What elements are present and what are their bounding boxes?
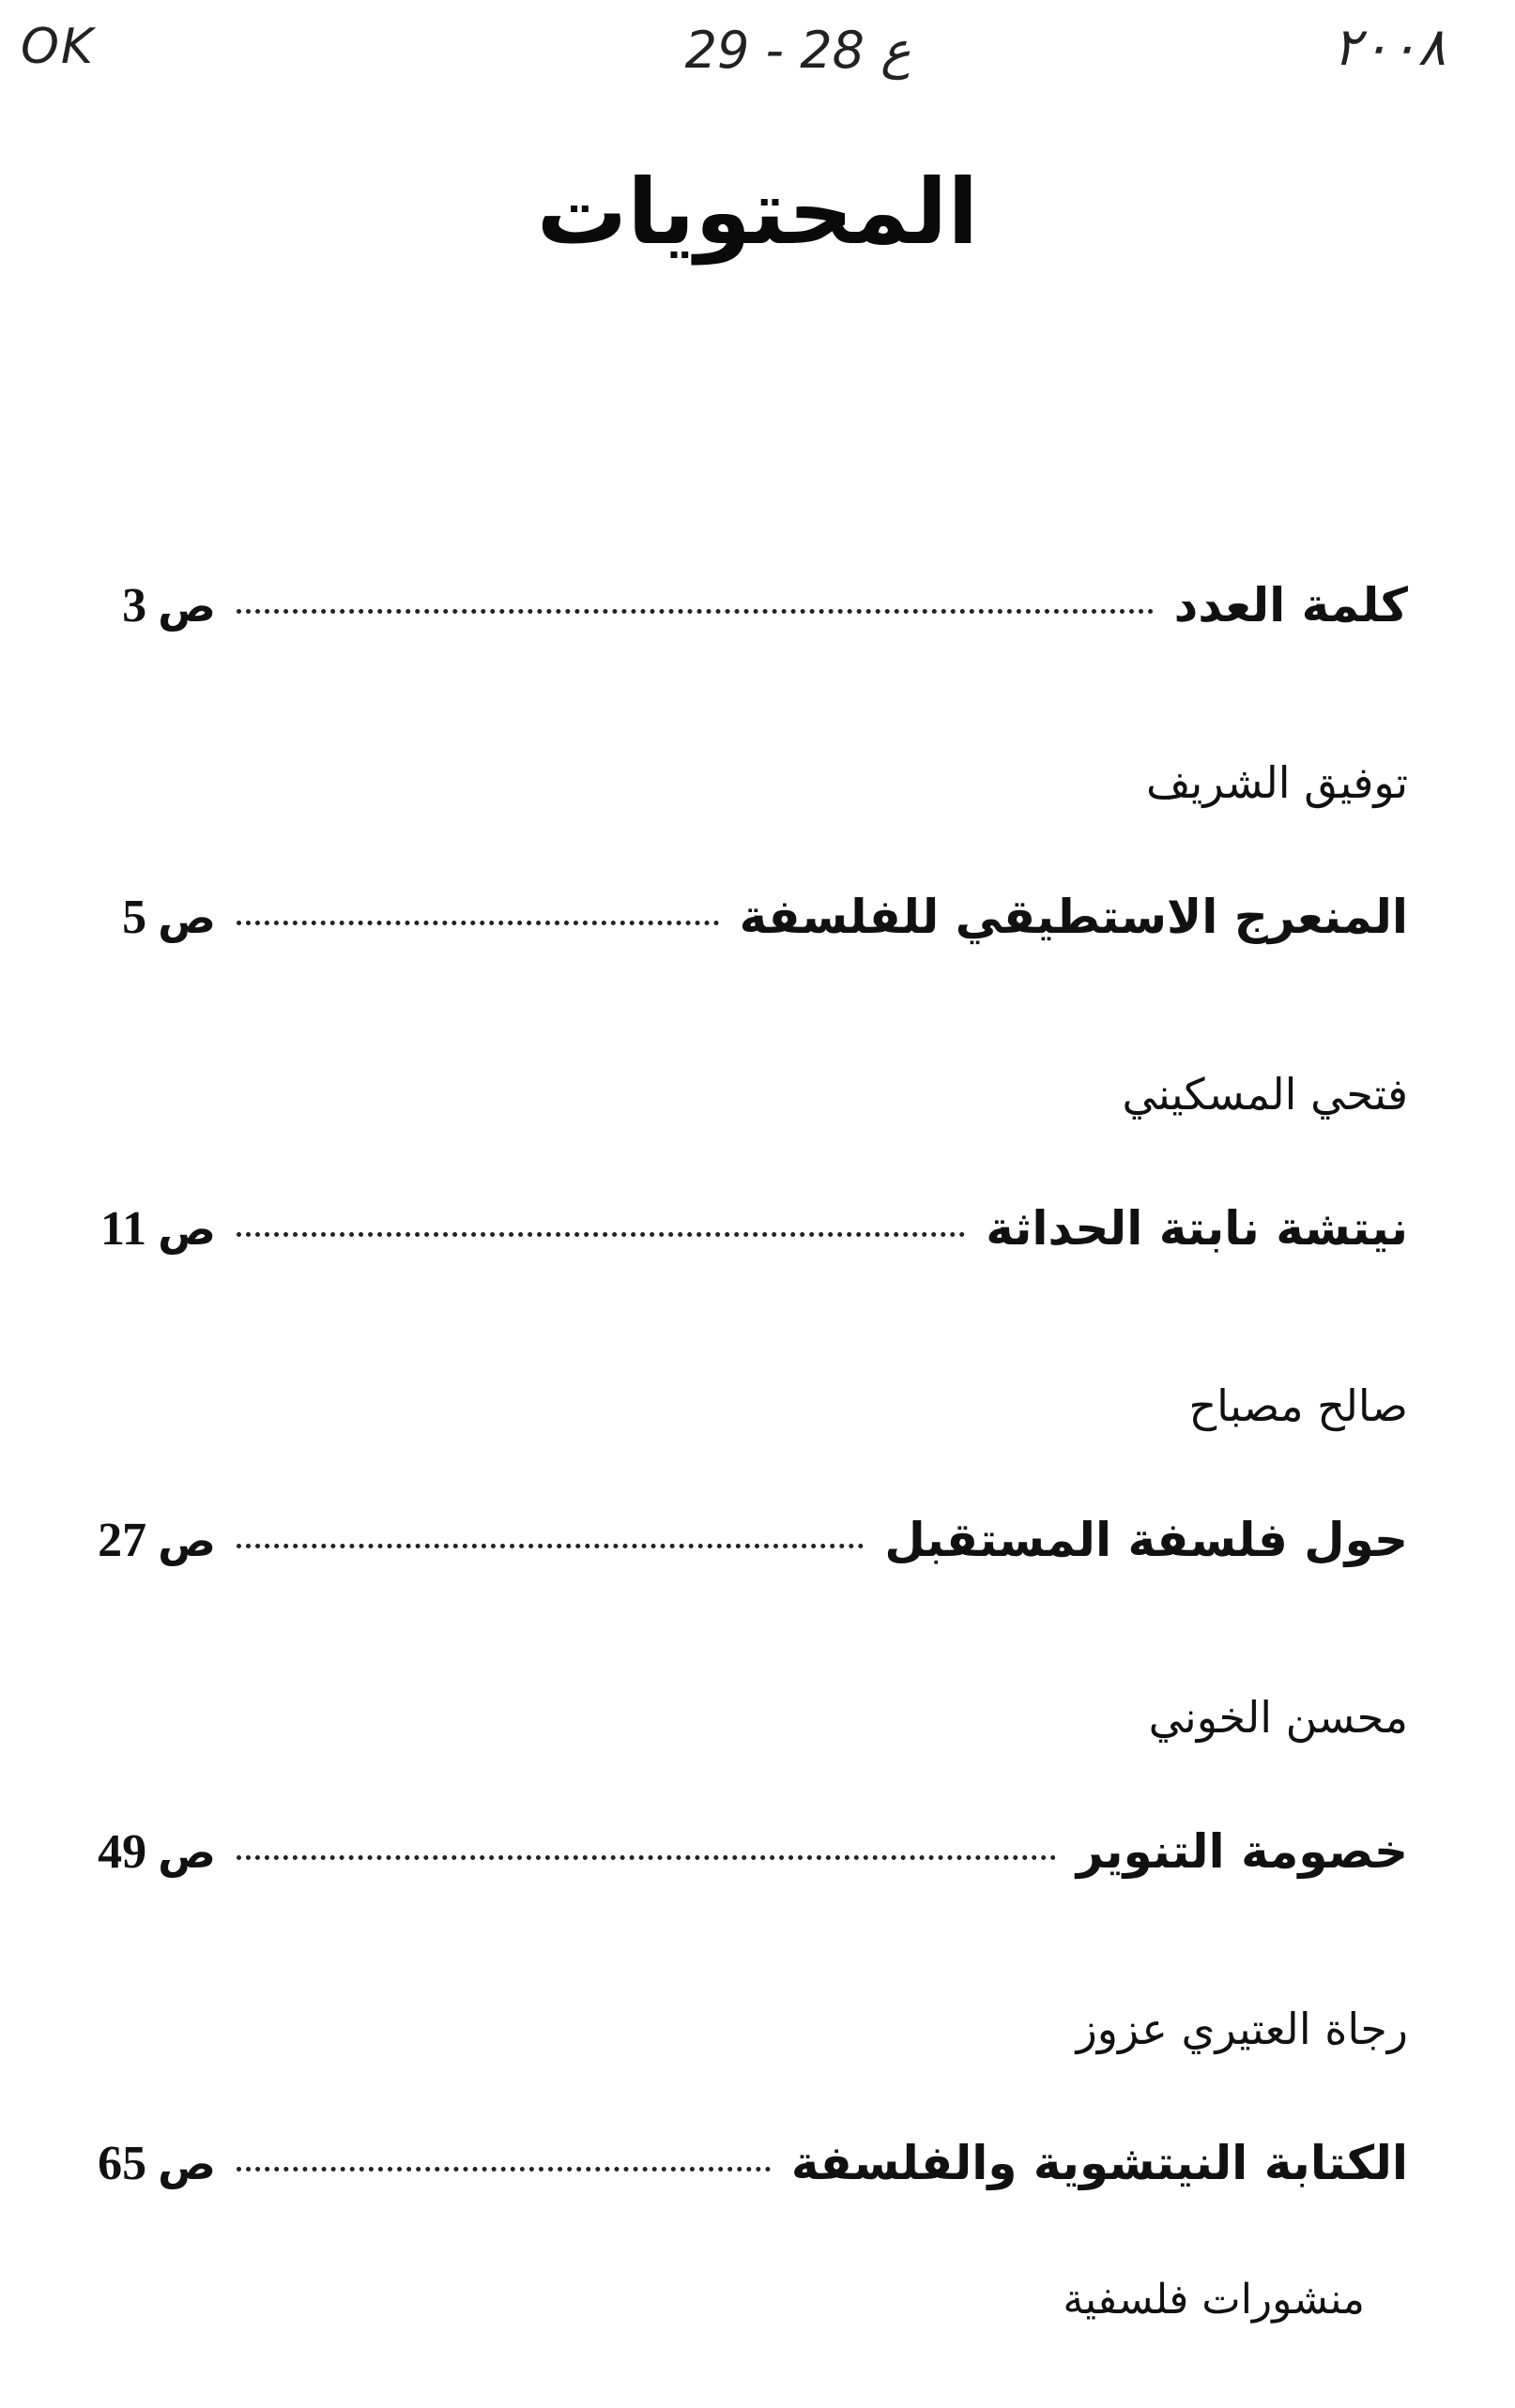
dot-leader xyxy=(237,609,1154,614)
toc-entry-title: خصومة التنوير xyxy=(1076,1824,1408,1879)
toc-entry-row xyxy=(75,875,1408,959)
handwritten-year-note: ٢٠٠٨ xyxy=(1333,17,1446,78)
toc-entry-row xyxy=(75,1186,1408,1271)
toc-entry-row xyxy=(75,563,1408,648)
toc-entry-title: المنعرج الاستطيقي للفلسفة xyxy=(739,890,1408,944)
page-number: 49 xyxy=(98,1825,147,1879)
table-of-contents xyxy=(75,563,1408,2205)
dot-leader xyxy=(237,1855,1056,1860)
page-number: 27 xyxy=(98,1514,147,1567)
toc-page-ref xyxy=(75,2122,216,2206)
dot-leader xyxy=(237,1232,965,1237)
page-label: ص xyxy=(158,1516,216,1566)
dot-leader xyxy=(237,2167,771,2172)
toc-page-ref xyxy=(75,1187,216,1272)
toc-entry-author: فتحي المسكيني xyxy=(1122,1069,1408,1120)
toc-entry-row xyxy=(75,1809,1408,1894)
toc-entry-row xyxy=(75,1498,1408,1582)
toc-entry xyxy=(75,1999,1408,2205)
toc-entry xyxy=(75,1376,1408,1582)
dot-leader xyxy=(237,921,719,925)
page-number: 11 xyxy=(99,1202,147,1256)
page-label: ص xyxy=(158,581,216,632)
toc-entry-title: الكتابة النيتشوية والفلسفة xyxy=(790,2136,1408,2190)
toc-page-ref xyxy=(75,876,216,960)
toc-entry-author: توفيق الشريف xyxy=(1145,757,1408,808)
page-label: ص xyxy=(158,2139,216,2189)
toc-entry-title: نيتشة نابتة الحداثة xyxy=(986,1201,1408,1256)
publisher-footer: منشورات فلسفية xyxy=(1063,2276,1365,2324)
toc-entry-author: رجاة العتيري عزوز xyxy=(1076,2004,1408,2054)
toc-page-ref xyxy=(75,564,216,648)
toc-entry xyxy=(75,1687,1408,1894)
toc-entry-row xyxy=(75,2121,1408,2205)
toc-page-ref xyxy=(75,1499,216,1583)
page-title: المحتويات xyxy=(536,160,979,265)
dot-leader xyxy=(237,1544,864,1548)
handwritten-issue-note: ع 28 - 29 xyxy=(684,21,911,80)
page-number: 65 xyxy=(98,2137,147,2190)
page-number: 5 xyxy=(122,891,147,944)
toc-page-ref xyxy=(75,1810,216,1895)
page-label: ص xyxy=(158,892,216,943)
toc-entry xyxy=(75,563,1408,648)
page-label: ص xyxy=(158,1204,216,1255)
page-label: ص xyxy=(158,1827,216,1878)
handwritten-ok-note: OK xyxy=(21,19,96,75)
toc-entry-author: محسن الخوني xyxy=(1148,1692,1408,1743)
toc-entry-title: حول فلسفة المستقبل xyxy=(884,1513,1408,1567)
toc-entry xyxy=(75,753,1408,959)
toc-entry-title: كلمة العدد xyxy=(1173,578,1408,632)
toc-entry xyxy=(75,1064,1408,1271)
page-number: 3 xyxy=(122,579,147,632)
toc-entry-author: صالح مصباح xyxy=(1188,1380,1408,1431)
